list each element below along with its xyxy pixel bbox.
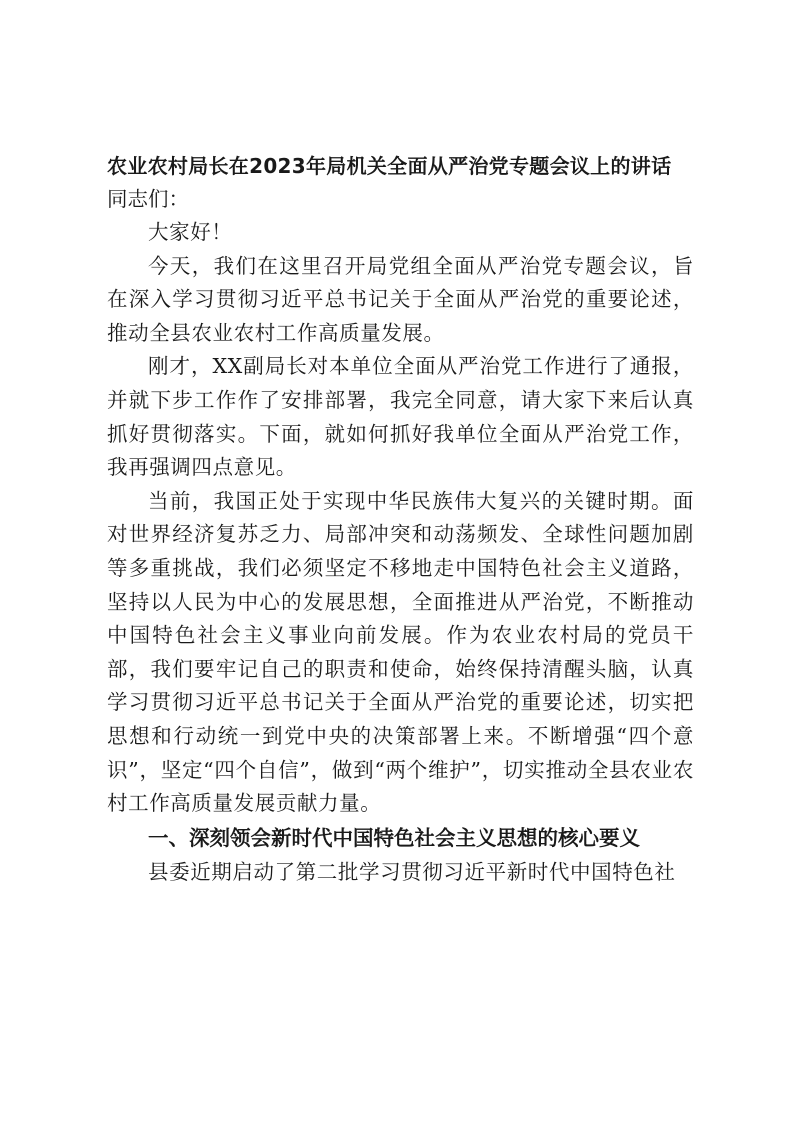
document-title: 农业农村局长在2023年局机关全面从严治党专题会议上的讲话 bbox=[107, 154, 672, 178]
paragraph-report: 刚才，XX副局长对本单位全面从严治党工作进行了通报，并就下步工作作了安排部署，我完全同意，请大家下来后认真抓好贯彻落实。下面，就如何抓好我单位全面从严治党工作，我再强调四点意见。 bbox=[107, 354, 694, 480]
section-heading-1: 一、深刻领会新时代中国特色社会主义思想的核心要义 bbox=[148, 825, 640, 850]
paragraph-context: 当前，我国正处于实现中华民族伟大复兴的关键时期。面对世界经济复苏乏力、局部冲突和动荡频发、全球性问题加剧等多重挑战，我们必须坚定不移地走中国特色社会主义道路，坚持以人民为中心的发展思想，全面推进从严治党，不断推动中国特色社会主义事业向前发展。作为农业农村局的党员干部，我们要牢记自己的职责和使命，始终保持清醒头脑，认真学习贯彻习近平总书记关于全面从严治党的重要论述，切实把思想和行动统一到党中央的决策部署上来。不断增强“四个意识”，坚定“四个自信”，做到“两个维护”，切实推动全县农业农村工作高质量发展贡献力量。 bbox=[107, 488, 694, 816]
paragraph-greeting: 大家好！ bbox=[148, 220, 233, 244]
paragraph-intro: 今天，我们在这里召开局党组全面从严治党专题会议，旨在深入学习贯彻习近平总书记关于全面从严治党的重要论述，推动全县农业农村工作高质量发展。 bbox=[107, 253, 694, 345]
document-body bbox=[107, 150, 694, 889]
salutation: 同志们： bbox=[107, 187, 189, 211]
paragraph-section-1: 县委近期启动了第二批学习贯彻习近平新时代中国特色社 bbox=[148, 859, 676, 884]
